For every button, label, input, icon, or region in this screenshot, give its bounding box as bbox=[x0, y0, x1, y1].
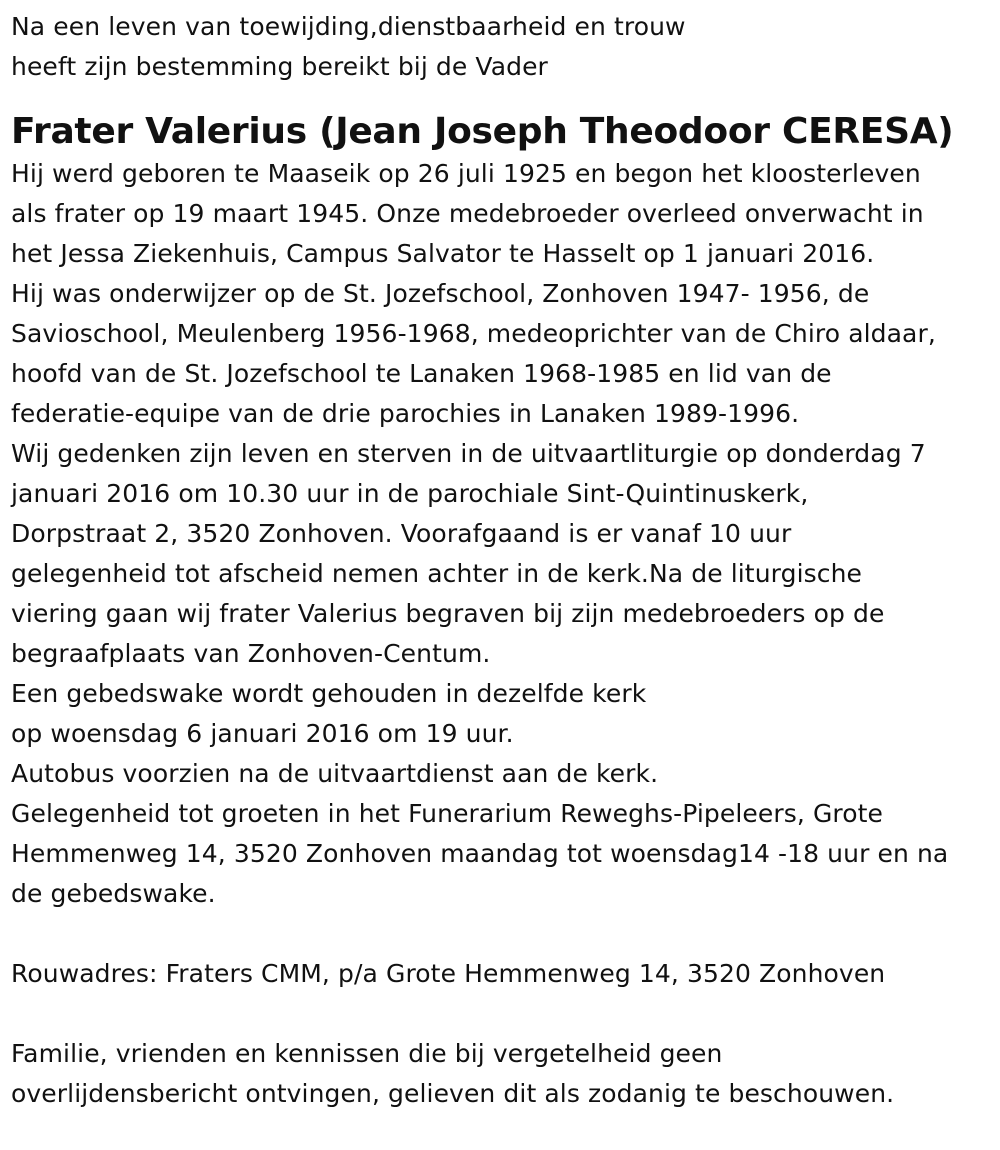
biography-line: Hij was onderwijzer op de St. Jozefschool, Zonhoven 1947- 1956, de bbox=[11, 279, 870, 308]
biography-line: het Jessa Ziekenhuis, Campus Salvator te Hasselt op 1 januari 2016. bbox=[11, 239, 875, 268]
visitation-info-line: de gebedswake. bbox=[11, 879, 216, 908]
intro-line: Na een leven van toewijding,dienstbaarheid en trouw bbox=[11, 12, 686, 41]
bus-info-line: Autobus voorzien na de uitvaartdienst aan de kerk. bbox=[11, 759, 659, 788]
funeral-info-line: begraafplaats van Zonhoven-Centum. bbox=[11, 639, 491, 668]
biography-block bbox=[11, 154, 996, 914]
spacer bbox=[11, 914, 996, 954]
visitation-info-line: Hemmenweg 14, 3520 Zonhoven maandag tot woensdag14 -18 uur en na bbox=[11, 839, 949, 868]
visitation-info-line: Gelegenheid tot groeten in het Funerarium Reweghs-Pipeleers, Grote bbox=[11, 799, 884, 828]
mourning-address: Rouwadres: Fraters CMM, p/a Grote Hemmenweg 14, 3520 Zonhoven bbox=[11, 959, 886, 988]
deceased-name-title: Frater Valerius (Jean Joseph Theodoor CERESA) bbox=[11, 111, 954, 152]
biography-line: hoofd van de St. Jozefschool te Lanaken 1968-1985 en lid van de bbox=[11, 359, 832, 388]
funeral-info-line: gelegenheid tot afscheid nemen achter in de kerk.Na de liturgische bbox=[11, 559, 863, 588]
intro-block bbox=[11, 7, 996, 87]
spacer bbox=[11, 994, 996, 1034]
closing-line: overlijdensbericht ontvingen, gelieven dit als zodanig te beschouwen. bbox=[11, 1079, 895, 1108]
biography-line: als frater op 19 maart 1945. Onze medebroeder overleed onverwacht in bbox=[11, 199, 924, 228]
biography-line: Savioschool, Meulenberg 1956-1968, medeoprichter van de Chiro aldaar, bbox=[11, 319, 936, 348]
obituary-document bbox=[11, 7, 996, 1114]
vigil-info-line: Een gebedswake wordt gehouden in dezelfde kerk bbox=[11, 679, 647, 708]
vigil-info-line: op woensdag 6 januari 2016 om 19 uur. bbox=[11, 719, 514, 748]
biography-line: Hij werd geboren te Maaseik op 26 juli 1925 en begon het kloosterleven bbox=[11, 159, 921, 188]
funeral-info-line: Wij gedenken zijn leven en sterven in de uitvaartliturgie op donderdag 7 bbox=[11, 439, 926, 468]
funeral-info-line: viering gaan wij frater Valerius begraven bij zijn medebroeders op de bbox=[11, 599, 885, 628]
closing-block bbox=[11, 1034, 996, 1114]
biography-line: federatie-equipe van de drie parochies in Lanaken 1989-1996. bbox=[11, 399, 800, 428]
intro-line: heeft zijn bestemming bereikt bij de Vader bbox=[11, 52, 548, 81]
funeral-info-line: januari 2016 om 10.30 uur in de parochiale Sint-Quintinuskerk, bbox=[11, 479, 809, 508]
closing-line: Familie, vrienden en kennissen die bij vergetelheid geen bbox=[11, 1039, 723, 1068]
funeral-info-line: Dorpstraat 2, 3520 Zonhoven. Voorafgaand is er vanaf 10 uur bbox=[11, 519, 792, 548]
